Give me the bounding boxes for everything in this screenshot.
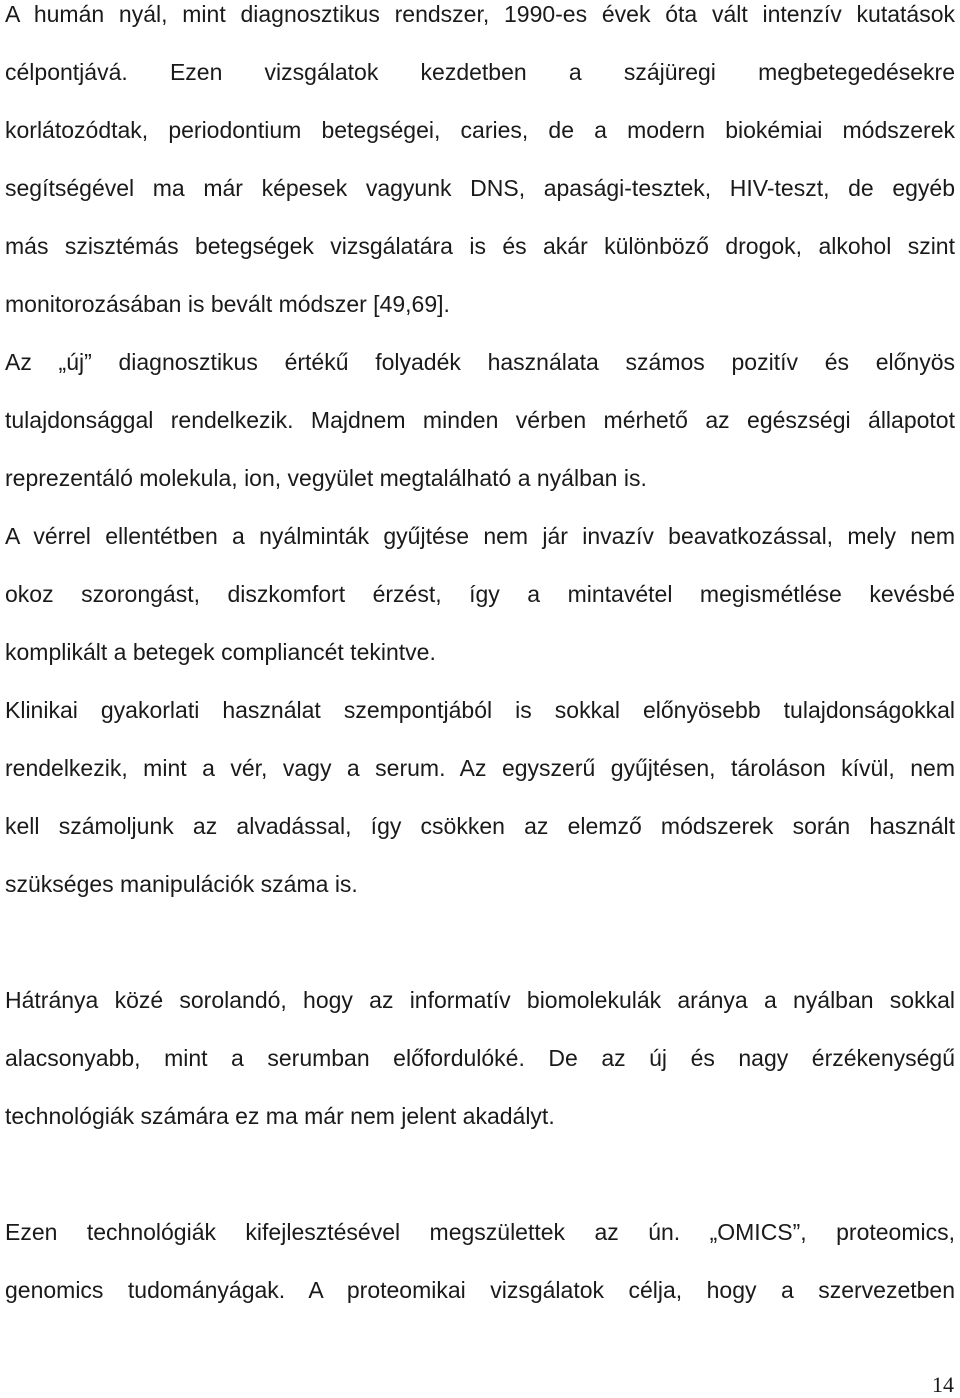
- text-line: célpontjává. Ezen vizsgálatok kezdetben a szájüregi megbetegedésekre: [5, 59, 955, 85]
- text-line: A vérrel ellentétben a nyálminták gyűjtése nem jár invazív beavatkozással, mely nem: [5, 523, 955, 549]
- text-line: rendelkezik, mint a vér, vagy a serum. Az egyszerű gyűjtésen, tároláson kívül, nem: [5, 755, 955, 781]
- text-line: okoz szorongást, diszkomfort érzést, így a mintavétel megismétlése kevésbé: [5, 581, 955, 607]
- text-line: szükséges manipulációk száma is.: [5, 871, 358, 897]
- text-line: Az „új” diagnosztikus értékű folyadék használata számos pozitív és előnyös: [5, 349, 955, 375]
- text-line: alacsonyabb, mint a serumban előfordulóké. De az új és nagy érzékenységű: [5, 1045, 955, 1071]
- text-line: genomics tudományágak. A proteomikai vizsgálatok célja, hogy a szervezetben: [5, 1277, 955, 1303]
- text-line: A humán nyál, mint diagnosztikus rendszer, 1990-es évek óta vált intenzív kutatások: [5, 1, 955, 27]
- text-line: más szisztémás betegségek vizsgálatára is és akár különböző drogok, alkohol szint: [5, 233, 955, 259]
- text-line: monitorozásában is bevált módszer [49,69].: [5, 291, 450, 317]
- text-line: tulajdonsággal rendelkezik. Majdnem minden vérben mérhető az egészségi állapotot: [5, 407, 955, 433]
- text-line: technológiák számára ez ma már nem jelent akadályt.: [5, 1103, 555, 1129]
- text-line: Hátránya közé sorolandó, hogy az informatív biomolekulák aránya a nyálban sokkal: [5, 987, 955, 1013]
- text-line: Klinikai gyakorlati használat szempontjából is sokkal előnyösebb tulajdonságokkal: [5, 697, 955, 723]
- text-line: komplikált a betegek compliancét tekintve.: [5, 639, 436, 665]
- page-number: 14: [932, 1372, 954, 1397]
- text-line: korlátozódtak, periodontium betegségei, caries, de a modern biokémiai módszerek: [5, 117, 955, 143]
- text-line: Ezen technológiák kifejlesztésével megszülettek az ún. „OMICS”, proteomics,: [5, 1219, 955, 1245]
- text-line: kell számoljunk az alvadással, így csökken az elemző módszerek során használt: [5, 813, 955, 839]
- text-line: reprezentáló molekula, ion, vegyület megtalálható a nyálban is.: [5, 465, 647, 491]
- text-line: segítségével ma már képesek vagyunk DNS, apasági-tesztek, HIV-teszt, de egyéb: [5, 175, 955, 201]
